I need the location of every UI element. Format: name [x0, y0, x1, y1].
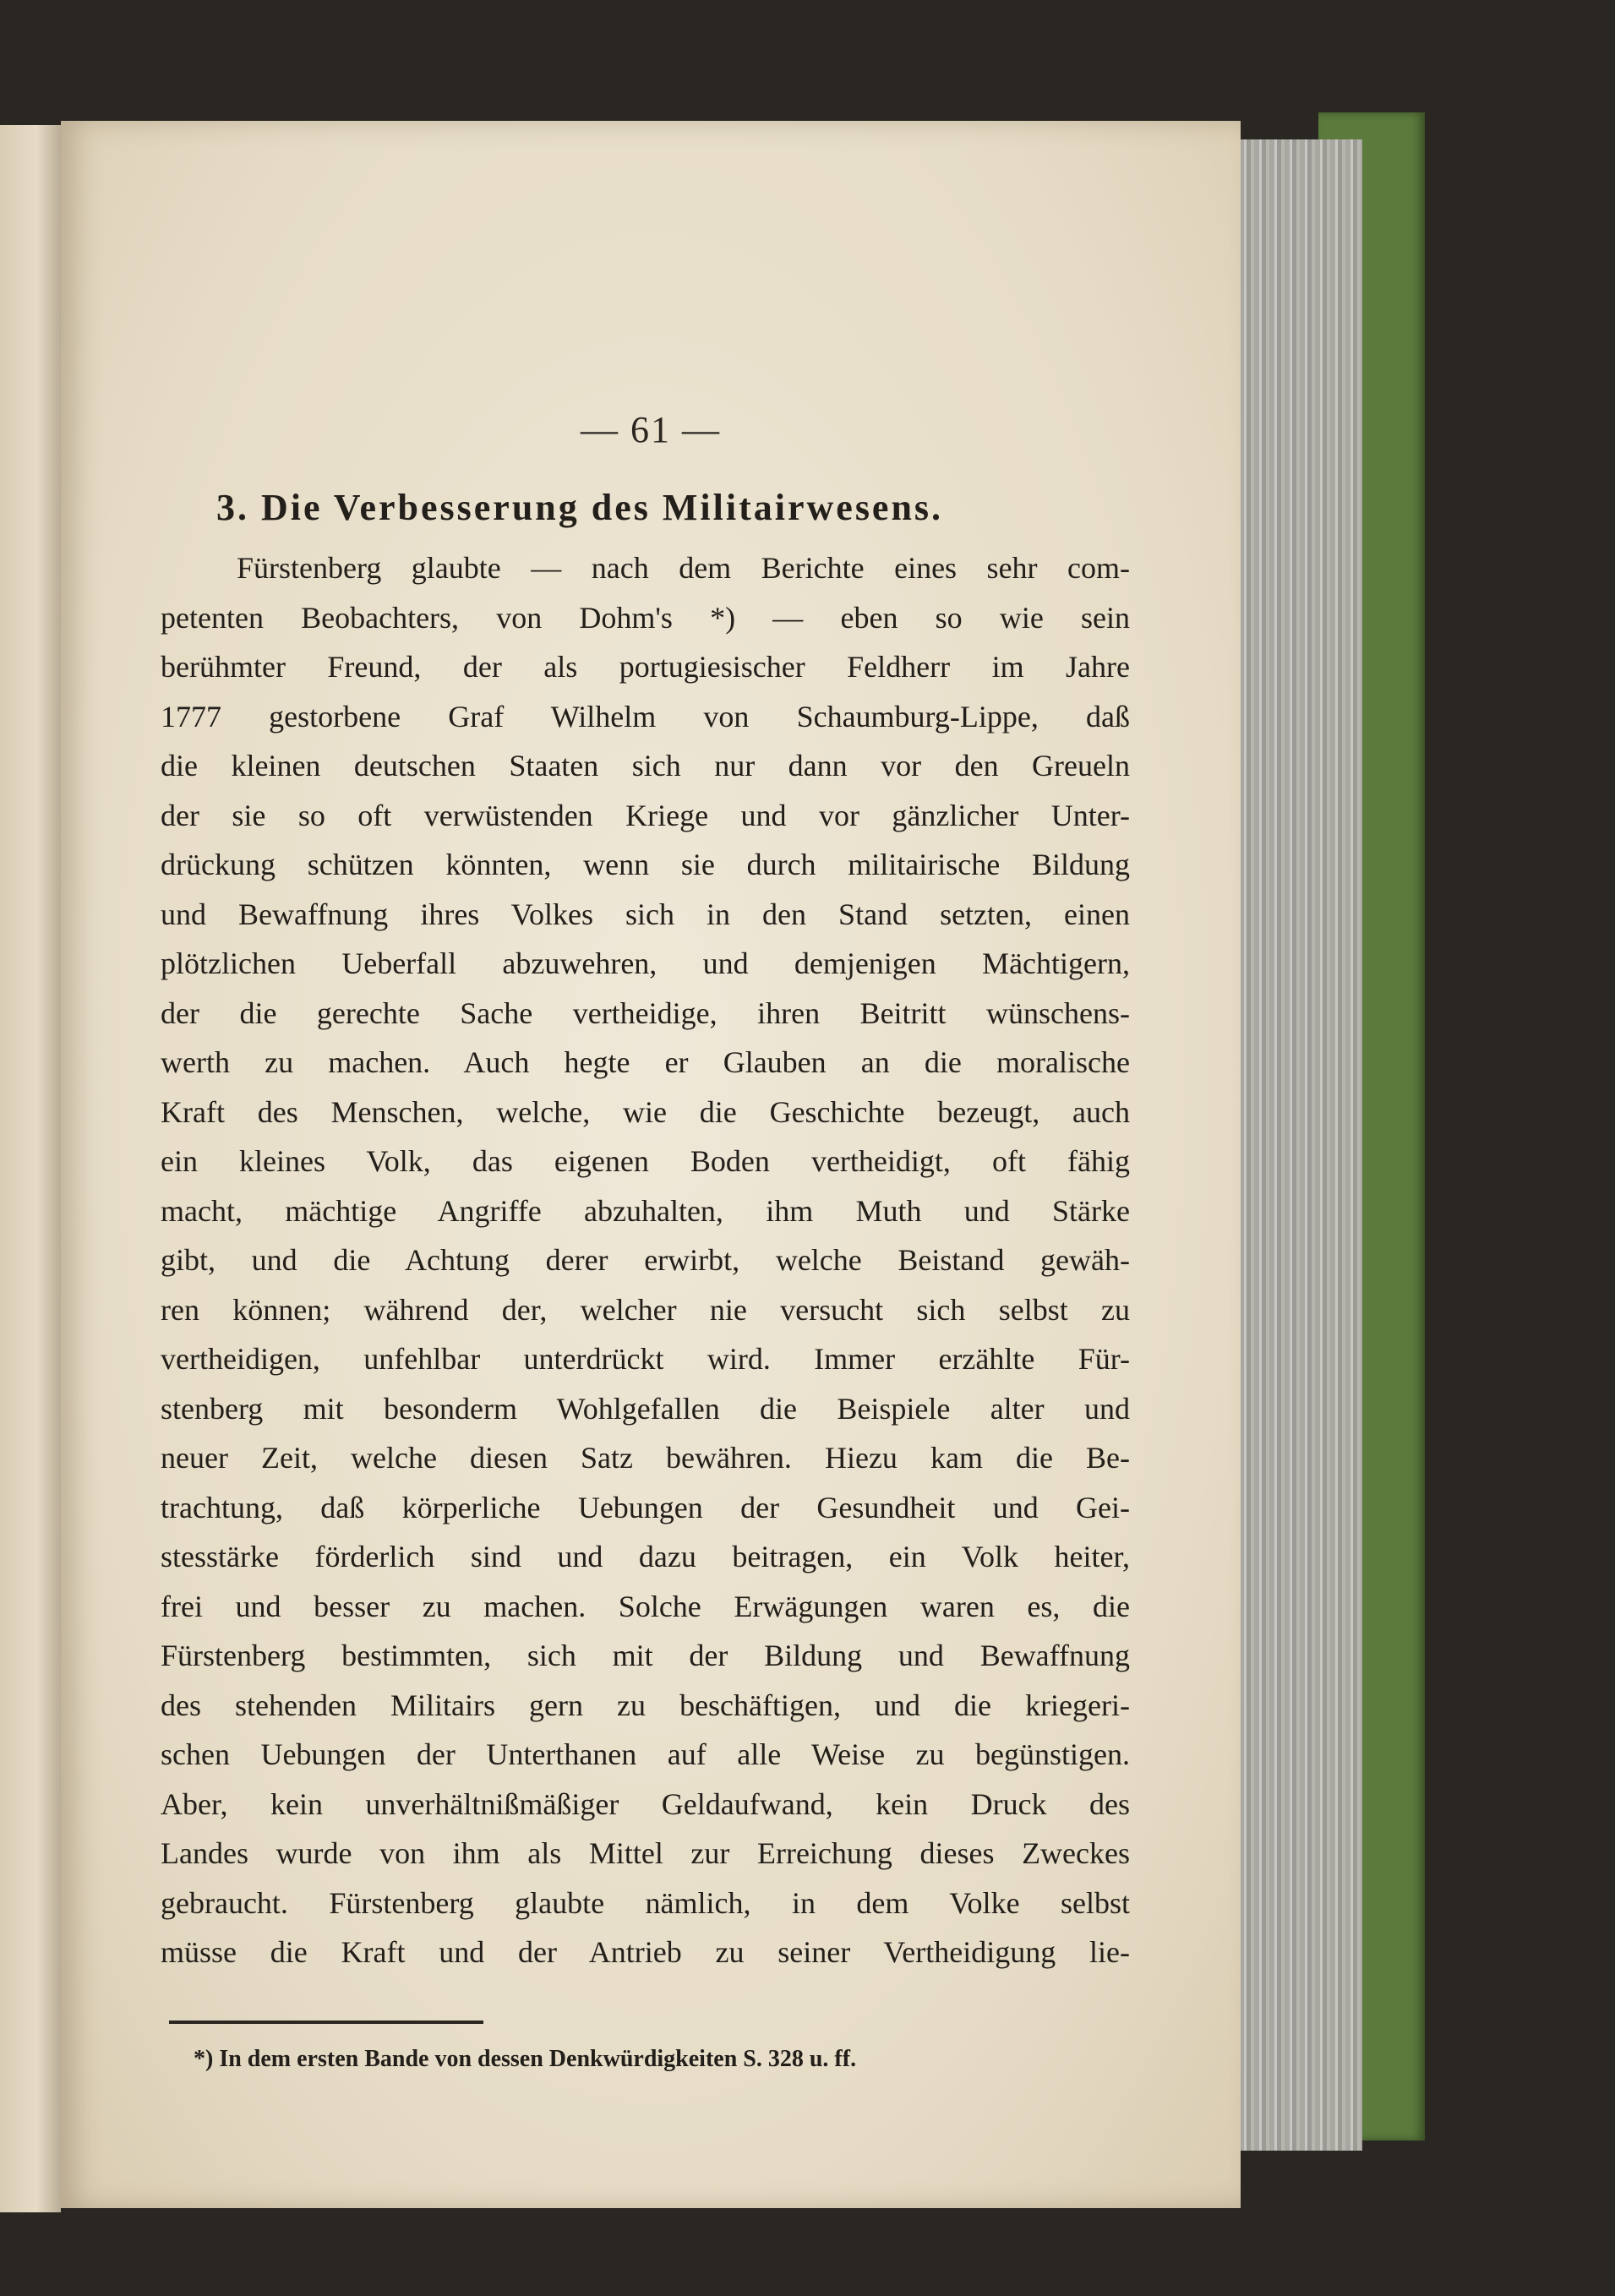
page-number: — 61 —: [581, 409, 721, 450]
text-line: gebraucht. Fürstenberg glaubte nämlich, in dem Volke selbst: [161, 1885, 1130, 1920]
text-line: schen Uebungen der Unterthanen auf alle Weise zu begünstigen.: [161, 1737, 1130, 1771]
text-line: 1777 gestorbene Graf Wilhelm von Schaumburg-Lippe, daß: [161, 699, 1130, 734]
section-heading: 3. Die Verbesserung des Militairwesens.: [216, 487, 944, 528]
text-line: berühmter Freund, der als portugiesischer Feldherr im Jahre: [161, 650, 1130, 684]
footnote-divider: [169, 2021, 483, 2024]
text-line: ren können; während der, welcher nie versucht sich selbst zu: [161, 1292, 1130, 1327]
text-line: macht, mächtige Angriffe abzuhalten, ihm Muth und Stärke: [161, 1193, 1130, 1228]
text-line: drückung schützen könnten, wenn sie durch militairische Bildung: [161, 848, 1130, 881]
text-line: neuer Zeit, welche diesen Satz bewähren. Hiezu kam die Be-: [161, 1441, 1130, 1475]
book-page: [61, 121, 1241, 2208]
text-line: gibt, und die Achtung derer erwirbt, welche Beistand gewäh-: [161, 1243, 1130, 1277]
text-line: die kleinen deutschen Staaten sich nur dann vor den Greueln: [161, 749, 1130, 783]
page-block-edges: [1239, 139, 1362, 2151]
text-line: stenberg mit besonderm Wohlgefallen die Beispiele alter und: [161, 1391, 1130, 1426]
text-line: und Bewaffnung ihres Volkes sich in den Stand setzten, einen: [161, 897, 1130, 931]
text-line: Aber, kein unverhältnißmäßiger Geldaufwand, kein Druck des: [161, 1786, 1130, 1821]
text-line: trachtung, daß körperliche Uebungen der Gesundheit und Gei-: [161, 1490, 1130, 1524]
text-line: der die gerechte Sache vertheidige, ihren Beitritt wünschens-: [161, 995, 1130, 1030]
text-line: müsse die Kraft und der Antrieb zu seiner Vertheidigung lie-: [161, 1935, 1130, 1969]
text-line: Kraft des Menschen, welche, wie die Geschichte bezeugt, auch: [161, 1094, 1130, 1129]
text-line: Fürstenberg bestimmten, sich mit der Bildung und Bewaffnung: [161, 1639, 1130, 1672]
text-line: frei und besser zu machen. Solche Erwägungen waren es, die: [161, 1589, 1130, 1623]
text-line: der sie so oft verwüstenden Kriege und vor gänzlicher Unter-: [161, 798, 1130, 832]
text-line: Fürstenberg glaubte — nach dem Berichte eines sehr com-: [237, 551, 1130, 585]
text-line: Landes wurde von ihm als Mittel zur Erreichung dieses Zweckes: [161, 1836, 1130, 1870]
text-line: stesstärke förderlich sind und dazu beitragen, ein Volk heiter,: [161, 1540, 1130, 1573]
text-line: petenten Beobachters, von Dohm's *) — eben so wie sein: [161, 600, 1130, 635]
text-line: plötzlichen Ueberfall abzuwehren, und demjenigen Mächtigern,: [161, 946, 1130, 980]
text-line: ein kleines Volk, das eigenen Boden vertheidigt, oft fähig: [161, 1144, 1130, 1178]
facing-page-edge: [0, 125, 61, 2212]
text-line: des stehenden Militairs gern zu beschäftigen, und die kriegeri-: [161, 1688, 1130, 1722]
text-line: werth zu machen. Auch hegte er Glauben an die moralische: [161, 1045, 1130, 1079]
footnote: *) In dem ersten Bande von dessen Denkwürdigkeiten S. 328 u. ff.: [194, 2046, 857, 2072]
text-line: vertheidigen, unfehlbar unterdrückt wird. Immer erzählte Für-: [161, 1342, 1130, 1376]
body-text: [161, 543, 1130, 1977]
